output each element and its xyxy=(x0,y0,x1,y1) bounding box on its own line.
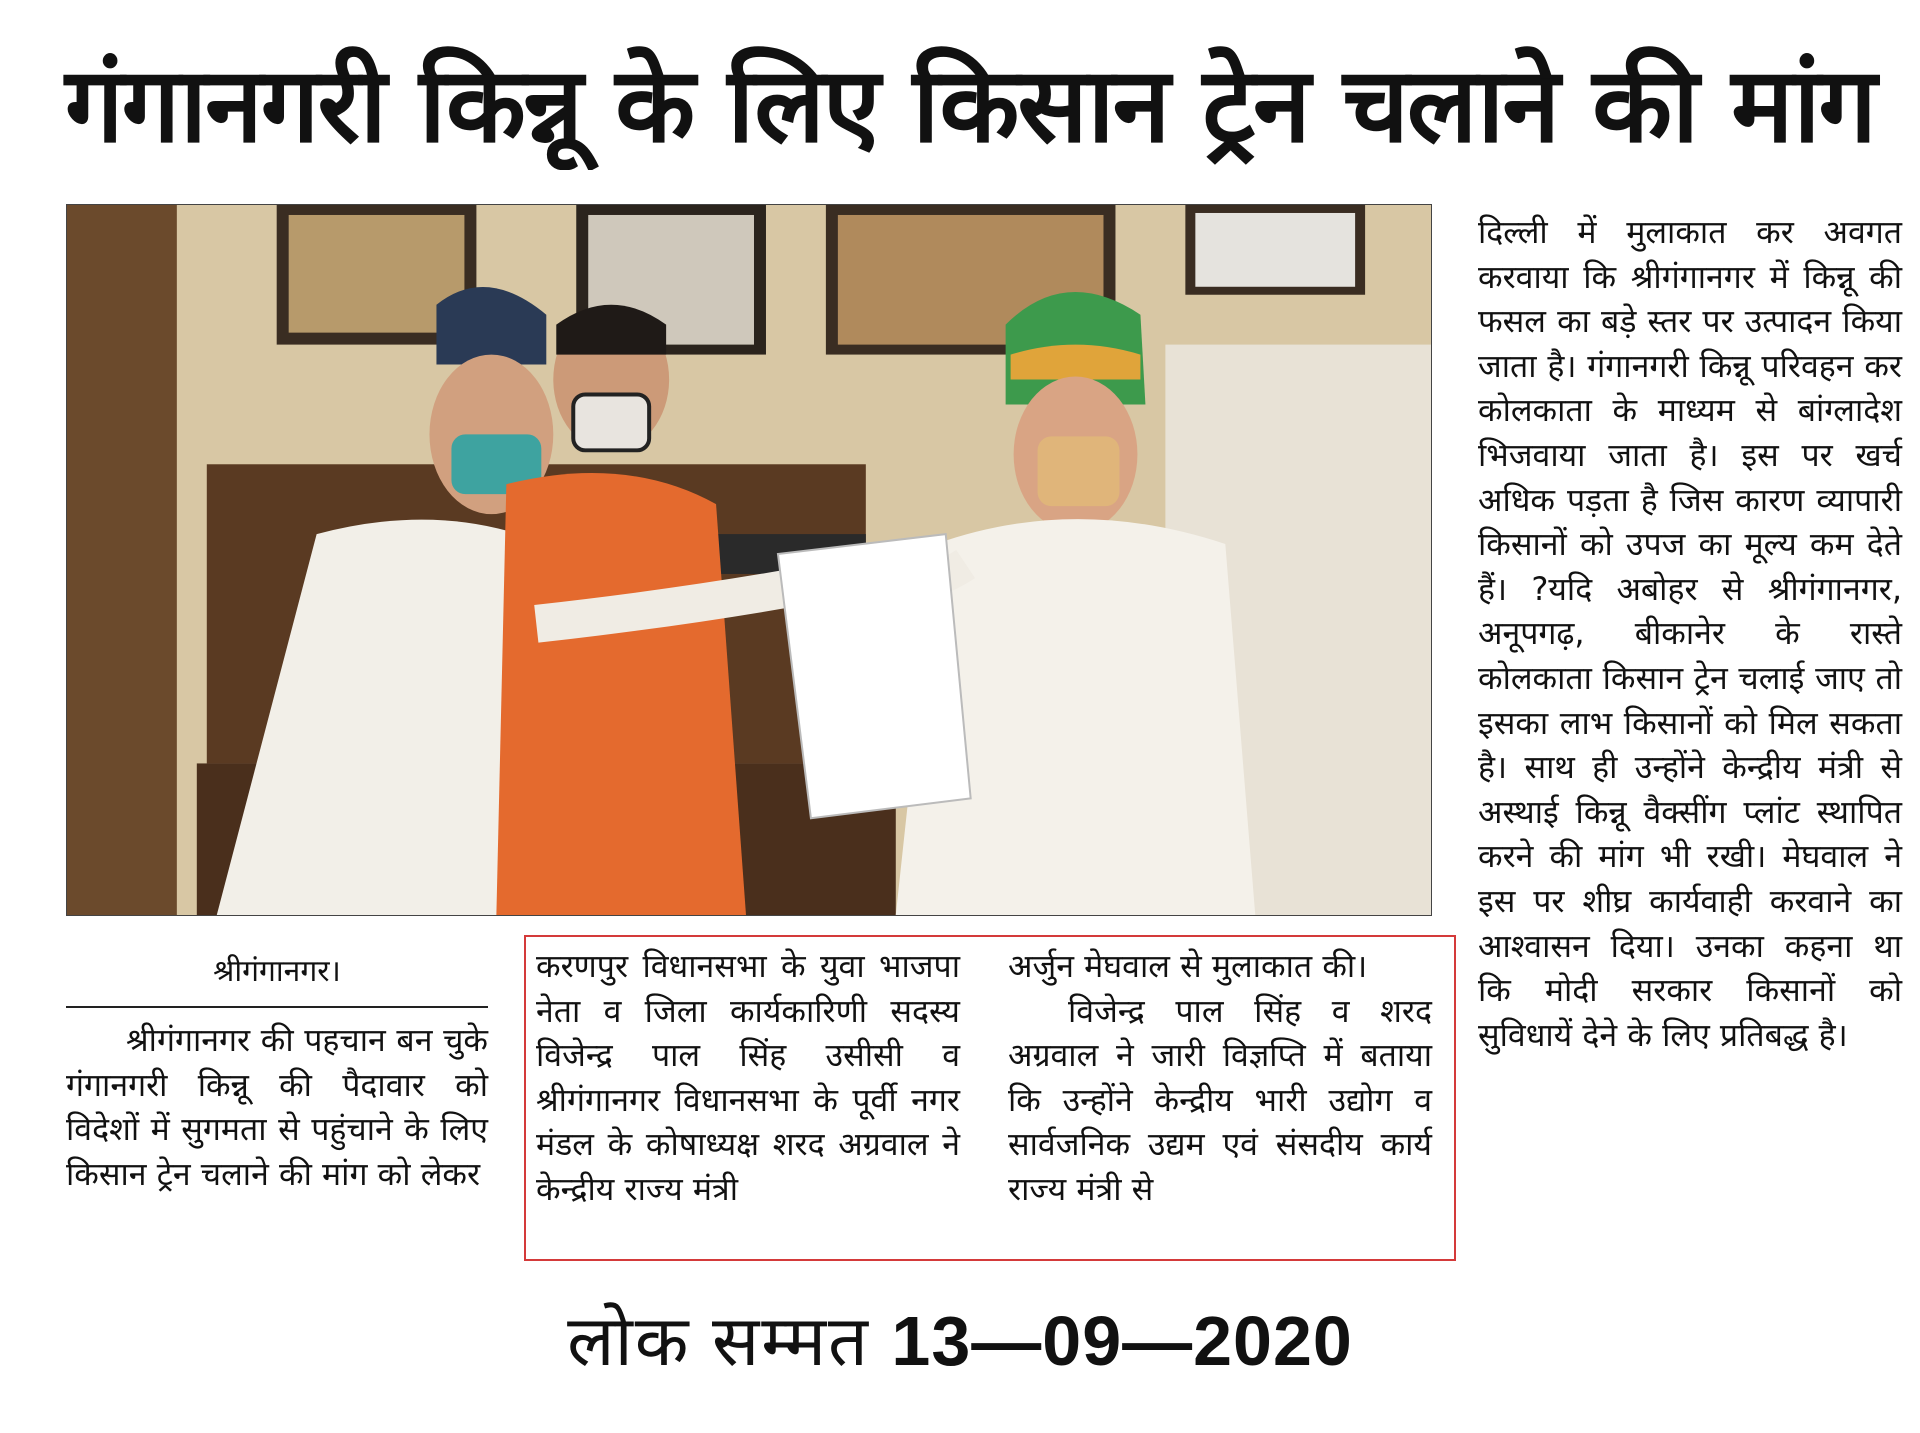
headline: गंगानगरी किन्नू के लिए किसान ट्रेन चलाने की मांग xyxy=(65,44,1875,166)
article-text-boxed-column-2 xyxy=(1008,944,1432,1211)
footer-source xyxy=(0,1296,1920,1386)
news-photo xyxy=(66,204,1432,916)
article-text-left-column: श्रीगंगानगर की पहचान बन चुके गंगानगरी किन्नू की पैदावार को विदेशों में सुगमता से पहुंचाने के लिए किसान ट्रेन चलाने की मांग को लेकर xyxy=(66,1021,488,1193)
article-text-boxed-column-1: करणपुर विधानसभा के युवा भाजपा नेता व जिला कार्यकारिणी सदस्य विजेन्द्र पाल सिंह उसीसी व श्रीगंगानगर विधानसभा के पूर्वी नगर मंडल के कोषाध्यक्ष शरद अग्रवाल ने केन्द्रीय राज्य मंत्री xyxy=(536,947,960,1208)
publication-date: 13—09—2020 xyxy=(891,1302,1353,1380)
boxed-paragraph-2: विजेन्द्र पाल सिंह व शरद अग्रवाल ने जारी विज्ञप्ति में बताया कि उन्होंने केन्द्रीय भारी उद्योग व सार्वजनिक उद्यम एवं संसदीय कार्य राज्य मंत्री से xyxy=(1008,991,1432,1208)
dateline: श्रीगंगानगर। xyxy=(66,952,488,1008)
boxed-paragraph-1: अर्जुन मेघवाल से मुलाकात की। xyxy=(1008,947,1368,985)
photo-illustration xyxy=(67,205,1431,915)
article-text-right-column: दिल्ली में मुलाकात कर अवगत करवाया कि श्रीगंगानगर में किन्नू की फसल का बड़े स्तर पर उत्पादन किया जाता है। गंगानगरी किन्नू परिवहन कर कोलकाता के माध्यम से बांग्लादेश भिजवाया जाता है। इस पर खर्च अधिक पड़ता है जिस कारण व्यापारी किसानों को उपज का मूल्य कम देते हैं। ?यदि अबोहर से श्रीगंगानगर, अनूपगढ़, बीकानेर के रास्ते कोलकाता किसान ट्रेन चलाई जाए तो इसका लाभ किसानों को मिल सकता है। साथ ही उन्होंने केन्द्रीय मंत्री से अस्थाई किन्नू वैक्सींग प्लांट स्थापित करने की मांग भी रखी। मेघवाल ने इस पर शीघ्र कार्यवाही करवाने का आश्वासन दिया। उनका कहना था कि मोदी सरकार किसानों को सुविधायें देने के लिए प्रतिबद्ध है। xyxy=(1478,213,1902,1054)
newspaper-name: लोक सम्मत xyxy=(567,1302,870,1380)
